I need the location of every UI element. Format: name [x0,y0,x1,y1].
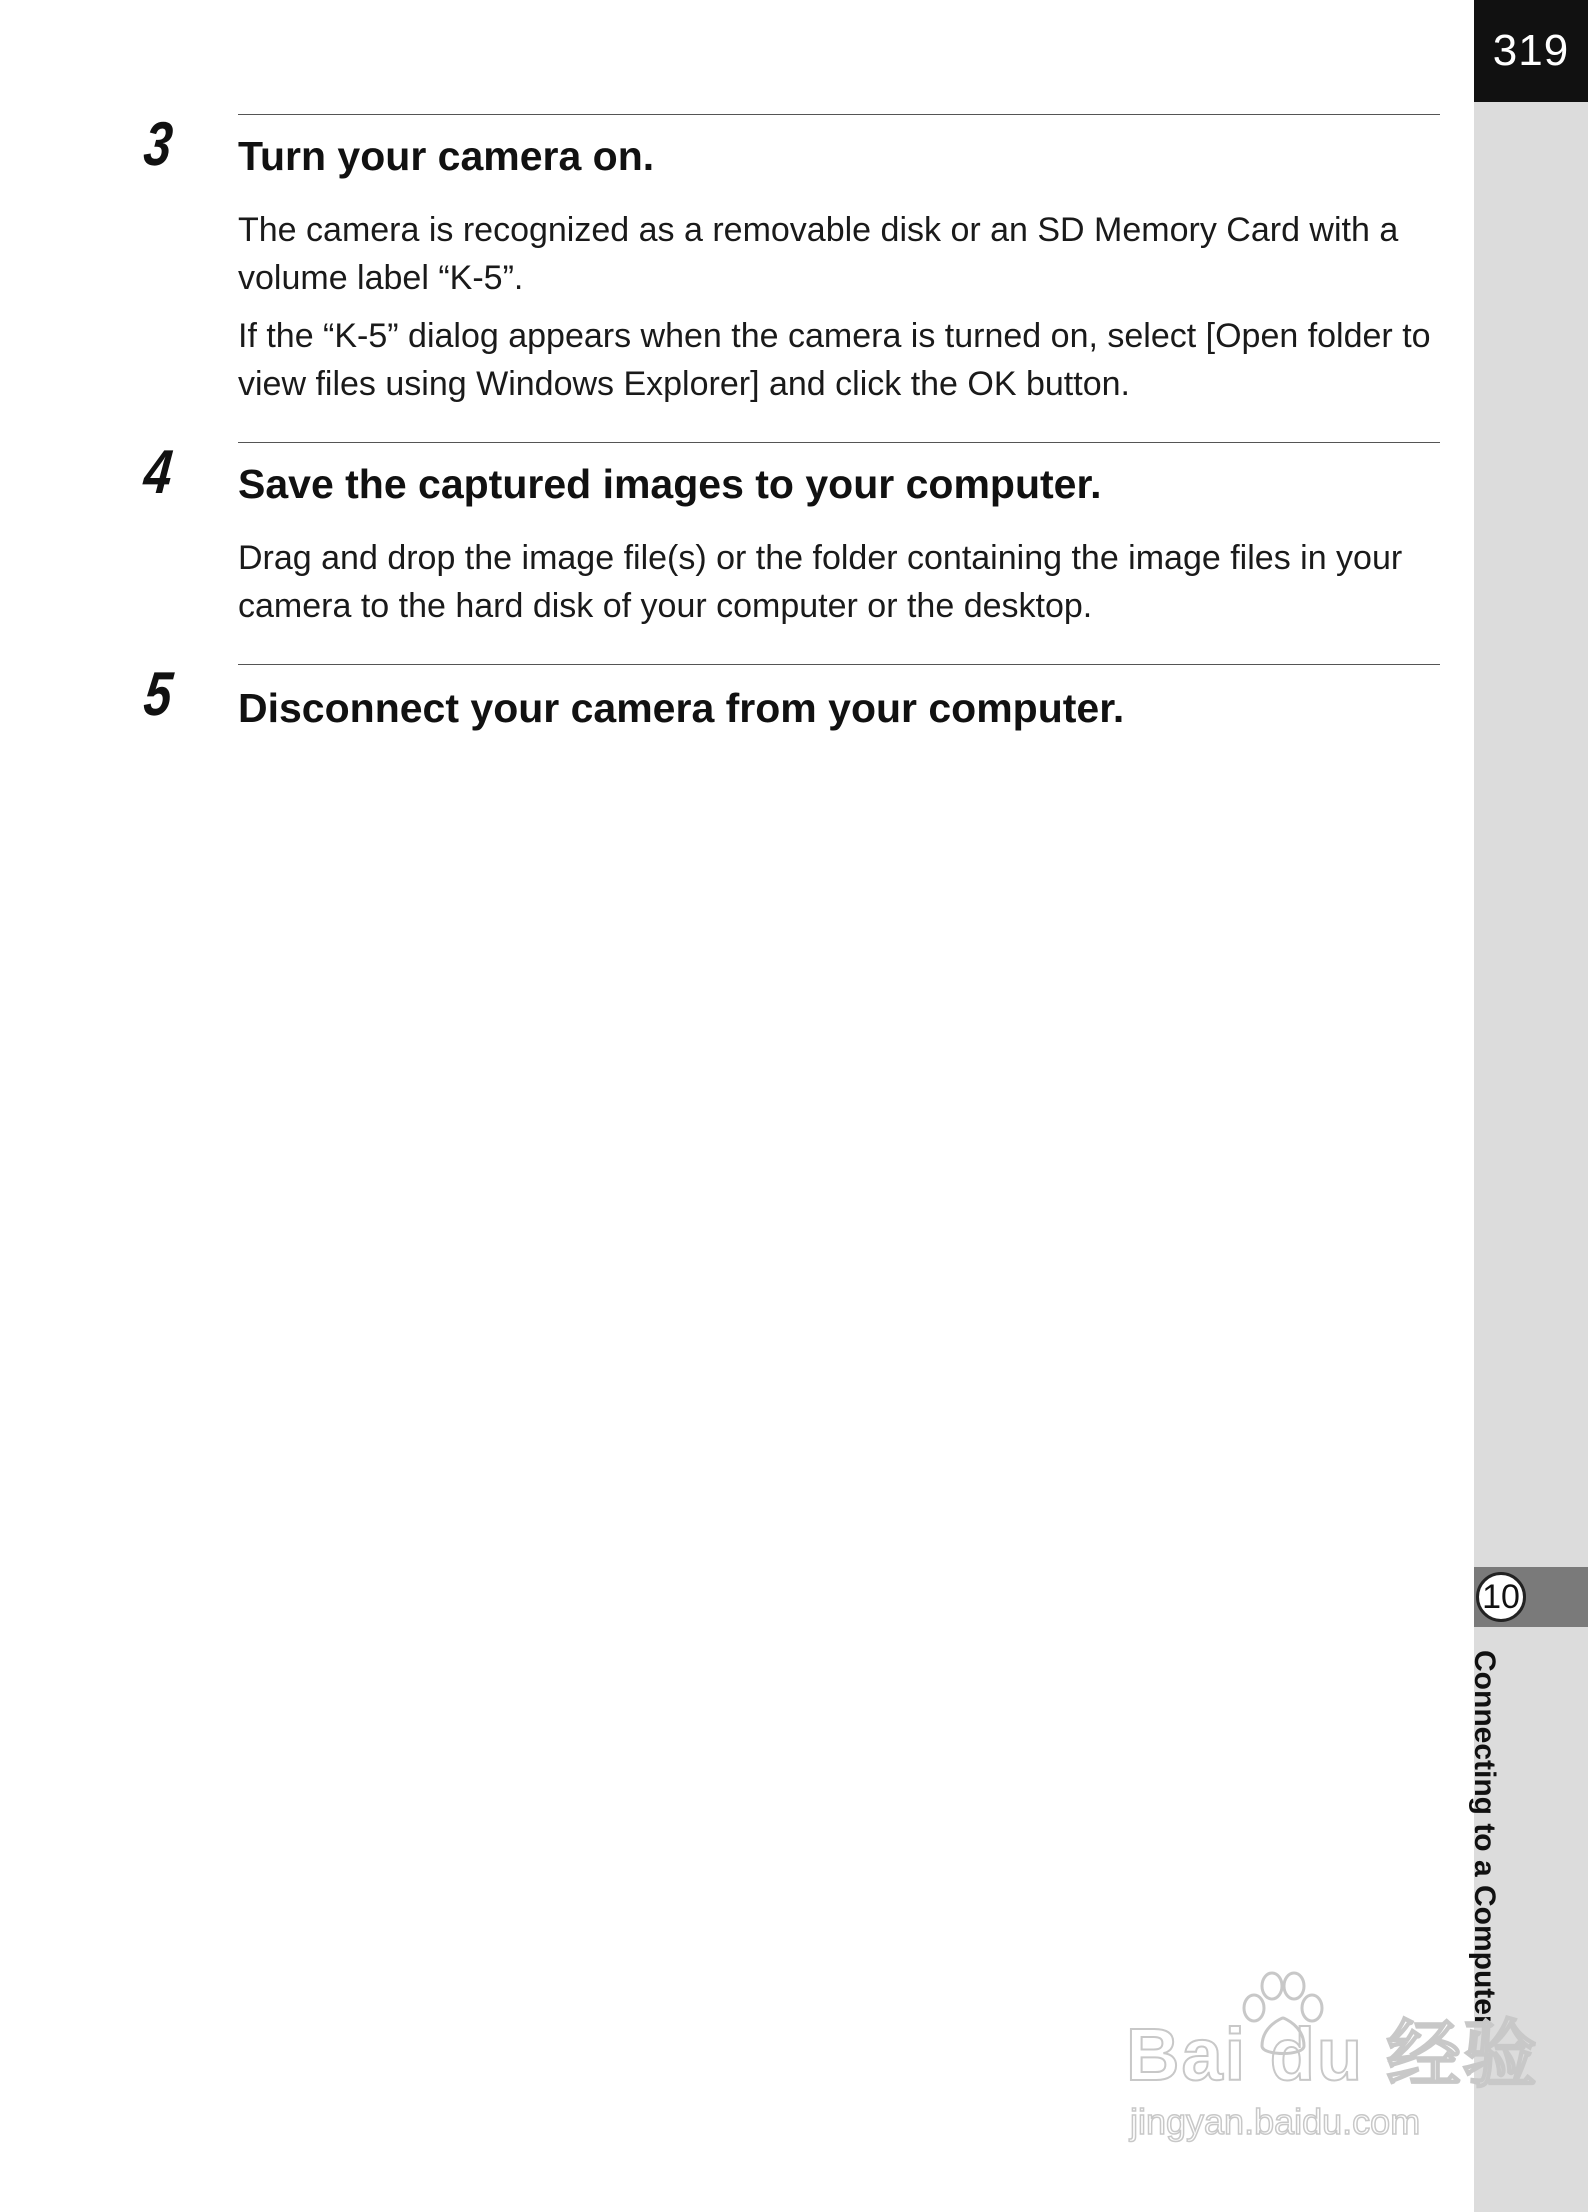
step-number: 3 [140,110,176,179]
step-paragraph: If the “K-5” dialog appears when the camera is turned on, select [Open folder to view files using Windows Explorer] and click the OK button. [238,317,1431,403]
step-paragraph: The camera is recognized as a removable disk or an SD Memory Card with a volume label “K-5”. [238,211,1399,297]
step-number: 4 [140,438,176,507]
page-number: 319 [1474,0,1588,102]
step-heading: Save the captured images to your computer. [238,461,1102,507]
step-heading: Disconnect your camera from your computer. [238,685,1125,731]
watermark-logo: Bai du 经验 [1126,2013,1539,2096]
step-divider [238,664,1440,665]
chapter-title: Connecting to a Computer [1468,1650,1501,2027]
step-number: 5 [140,660,176,729]
step-paragraph: Drag and drop the image file(s) or the folder containing the image files in your camera to the hard disk of your computer or the desktop. [238,539,1403,625]
watermark-url: jingyan.baidu.com [1130,2101,1421,2142]
step-divider [238,442,1440,443]
step-divider [238,114,1440,115]
step-body [238,534,1458,640]
step-body [238,206,1458,418]
step-heading: Turn your camera on. [238,133,655,179]
chapter-number-badge: 10 [1476,1572,1526,1622]
